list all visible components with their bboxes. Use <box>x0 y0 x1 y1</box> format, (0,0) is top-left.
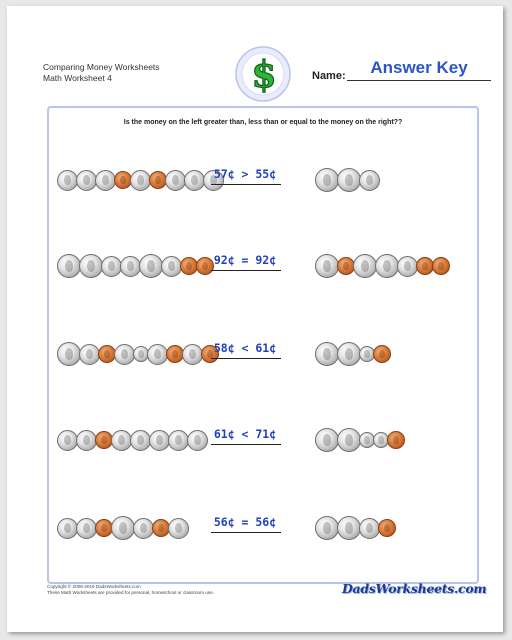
nickel-icon <box>57 430 78 451</box>
svg-text:$: $ <box>251 54 277 96</box>
nickel-icon <box>76 430 97 451</box>
nickel-icon <box>101 256 122 277</box>
penny-icon <box>373 345 391 363</box>
instructions: Is the money on the left greater than, less than or equal to the money on the right?? <box>123 119 403 126</box>
penny-icon <box>378 519 396 537</box>
nickel-icon <box>147 344 168 365</box>
nickel-icon <box>133 518 154 539</box>
comparison-answer-4: 61¢ < 71¢ <box>213 427 277 441</box>
nickel-icon <box>359 170 380 191</box>
right-coins-3 <box>315 334 391 374</box>
quarter-icon <box>315 342 339 366</box>
nickel-icon <box>57 518 78 539</box>
answer-key-text: Answer Key <box>370 58 468 77</box>
quarter-icon <box>353 254 377 278</box>
name-label: Name: <box>312 70 346 82</box>
quarter-icon <box>315 428 339 452</box>
right-coins-2 <box>315 246 450 286</box>
title-line-1: Comparing Money Worksheets <box>43 62 160 72</box>
quarter-icon <box>337 342 361 366</box>
right-coins-5 <box>315 508 396 548</box>
brand-logo[interactable]: DadsWorksheets.com <box>342 581 487 596</box>
nickel-icon <box>76 518 97 539</box>
quarter-icon <box>337 516 361 540</box>
quarter-icon <box>139 254 163 278</box>
copyright-text: Copyright © 2008-2019 DadsWorksheets.com <box>47 584 141 589</box>
usage-text: These Math Worksheets are provided for personal, homeschool or classroom use. <box>47 590 214 595</box>
problems-panel <box>47 106 479 584</box>
title-line-2: Math Worksheet 4 <box>43 73 112 83</box>
dollar-sign-icon <box>235 46 291 102</box>
nickel-icon <box>168 430 189 451</box>
right-coins-1 <box>315 160 380 200</box>
comparison-answer-2: 92¢ = 92¢ <box>213 253 277 267</box>
right-coins-4 <box>315 420 405 460</box>
penny-icon <box>432 257 450 275</box>
problem-row-4 <box>49 420 477 460</box>
left-coins-5 <box>57 508 189 548</box>
nickel-icon <box>397 256 418 277</box>
quarter-icon <box>337 428 361 452</box>
answer-line-2 <box>211 270 281 271</box>
left-coins-4 <box>57 420 208 460</box>
quarter-icon <box>111 516 135 540</box>
quarter-icon <box>375 254 399 278</box>
left-coins-2 <box>57 246 214 286</box>
comparison-answer-3: 58¢ < 61¢ <box>213 341 277 355</box>
comparison-answer-1: 57¢ > 55¢ <box>213 167 277 181</box>
answer-line-5 <box>211 532 281 533</box>
problem-row-5 <box>49 508 477 548</box>
nickel-icon <box>114 344 135 365</box>
nickel-icon <box>130 170 151 191</box>
nickel-icon <box>161 256 182 277</box>
comparison-answer-5: 56¢ = 56¢ <box>213 515 277 529</box>
nickel-icon <box>182 344 203 365</box>
nickel-icon <box>168 518 189 539</box>
penny-icon <box>387 431 405 449</box>
problem-row-1 <box>49 160 477 200</box>
nickel-icon <box>79 344 100 365</box>
problem-row-3 <box>49 334 477 374</box>
quarter-icon <box>57 254 81 278</box>
nickel-icon <box>76 170 97 191</box>
nickel-icon <box>120 256 141 277</box>
footer-copyright <box>47 584 214 596</box>
quarter-icon <box>315 254 339 278</box>
worksheet-title <box>43 62 160 84</box>
nickel-icon <box>95 170 116 191</box>
left-coins-1 <box>57 160 224 200</box>
name-underline <box>347 80 491 81</box>
answer-line-3 <box>211 358 281 359</box>
nickel-icon <box>111 430 132 451</box>
quarter-icon <box>79 254 103 278</box>
problem-row-2 <box>49 246 477 286</box>
nickel-icon <box>130 430 151 451</box>
answer-line-1 <box>211 184 281 185</box>
quarter-icon <box>315 168 339 192</box>
nickel-icon <box>57 170 78 191</box>
nickel-icon <box>184 170 205 191</box>
worksheet-page <box>7 6 503 632</box>
nickel-icon <box>165 170 186 191</box>
nickel-icon <box>187 430 208 451</box>
left-coins-3 <box>57 334 219 374</box>
quarter-icon <box>57 342 81 366</box>
quarter-icon <box>315 516 339 540</box>
answer-line-4 <box>211 444 281 445</box>
nickel-icon <box>149 430 170 451</box>
nickel-icon <box>359 518 380 539</box>
quarter-icon <box>337 168 361 192</box>
